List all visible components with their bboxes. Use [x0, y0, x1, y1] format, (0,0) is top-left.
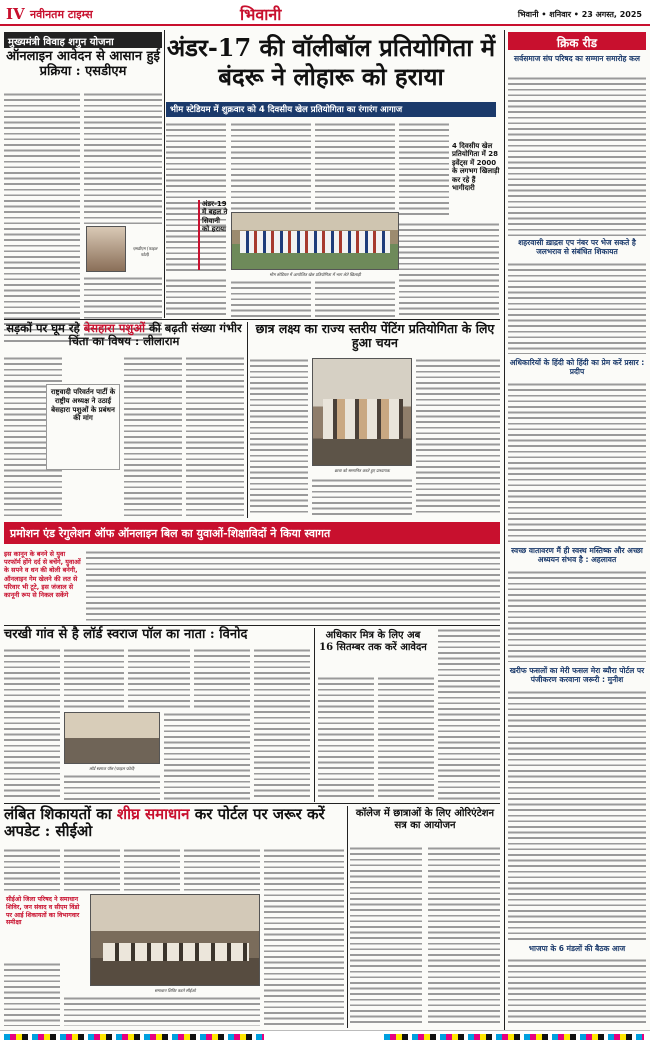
online-bill-body: [86, 550, 500, 622]
sidebar-headline-1: सर्वसमाज संघ परिषद का सम्मान समारोह कल: [514, 54, 640, 63]
adhikar-body-2: [378, 676, 434, 800]
painting-body-2: [312, 478, 412, 516]
volleyball-photo: [231, 212, 399, 270]
sidebar-body-2: [508, 262, 646, 354]
orientation-body-1: [350, 846, 422, 1026]
issue-date: भिवानी • शनिवार • 23 अगस्त, 2025: [517, 10, 642, 19]
swraj-body-4: [164, 712, 250, 800]
story1-body: [4, 92, 80, 342]
column-rule: [247, 322, 248, 518]
volleyball-strap: भीम स्टेडियम में शुक्रवार को 4 दिवसीय खेल प्रतियोगिता का रंगारंग आगाज: [166, 102, 496, 117]
ceo-headline: [4, 806, 344, 841]
column-rule: [504, 30, 505, 1030]
sidebar-body-3: [508, 382, 646, 542]
ceo-red-box: [4, 894, 86, 960]
volleyball-headline: अंडर-17 की वॉलीबॉल प्रतियोगिता में बंदरू ने लोहारू को हराया: [166, 33, 496, 91]
sidebar-body-4: [508, 570, 646, 662]
ceo-meeting-photo: [90, 894, 260, 986]
story1-body-col2: [84, 92, 162, 224]
painting-photo: [312, 358, 412, 466]
page-number: IV: [6, 5, 25, 23]
section-rule: [4, 319, 500, 320]
stray-headline-part2: की बढ़ती संख्या गंभीर चिंता का विषय : लीलाराम: [68, 321, 242, 349]
swraj-body-1: [4, 648, 60, 800]
painting-headline: छात्र लक्ष्य का राज्य स्तरीय पेंटिंग प्रतियोगिता के लिए हुआ चयन: [255, 321, 495, 351]
ceo-body-3: [64, 848, 120, 892]
volleyball-body-4: [399, 122, 449, 217]
online-bill-bullets-text: इस कानून के बनने से युवा परफॉर्म होंगे दर्द से बचेंगे, युवाओं के सपने व धन की बोली बनेगी, ऑनलाइन गेम खेलने की लत से परिवार भी टूटे, इस जंजाल से कानूनी रूप से निकल सकेंगे: [4, 550, 81, 599]
events-box-text: 4 दिवसीय खेल प्रतियोगिता में 28 इवेंट्स में 2000 के लगभग खिलाड़ी कर रहे हैं भागीदारी: [452, 142, 500, 192]
swraj-body-7: [64, 774, 160, 800]
stray-body-3: [186, 356, 244, 516]
swraj-paul-photo: [64, 712, 160, 764]
adhikar-body-1: [318, 676, 374, 800]
masthead: [0, 0, 650, 26]
swraj-body-6: [254, 648, 310, 800]
sdm-photo-caption: एसडीएम (फाइल फोटो): [132, 246, 158, 257]
sidebar-headline-6: भाजपा के 6 मंडलों की बैठक आज: [528, 944, 626, 953]
column-rule: [164, 30, 165, 318]
events-box: [452, 142, 500, 222]
stray-headline-red: बेसहारा पशुओं: [83, 321, 145, 335]
print-registration-strip: [0, 1030, 650, 1043]
volleyball-body-7: [315, 280, 395, 318]
ceo-headline-part1: लंबित शिकायतों का: [4, 805, 117, 823]
sidebar-body-1: [508, 76, 646, 236]
swraj-body-2: [64, 648, 124, 710]
sdm-photo: [86, 226, 126, 272]
swraj-body-5: [194, 648, 250, 710]
stray-pull-quote-text: राष्ट्रवादी परिवर्तन पार्टी के राष्ट्रीय अध्यक्ष ने उठाई बेसहारा पशुओं के प्रबंधन की मांग: [50, 388, 116, 423]
orientation-body-2: [428, 846, 500, 1026]
ceo-body-5: [64, 996, 260, 1026]
stray-pull-quote: [46, 384, 120, 470]
stray-body-2: [124, 356, 182, 516]
online-bill-bullets: [4, 550, 82, 622]
volleyball-photo-caption: भीम स्टेडियम में आयोजित खेल प्रतियोगिता में भाग लेते खिलाड़ी: [269, 272, 361, 277]
column-rule: [314, 628, 315, 802]
sidebar-headline-3: अधिकारियों के हिंदी को हिंदी का प्रेम करें प्रसार : प्रदीप: [509, 358, 645, 376]
quick-read-label: क्रिक रीड: [508, 32, 646, 50]
adhikar-body-3: [438, 628, 500, 800]
ceo-body-1: [4, 848, 60, 892]
volleyball-body-6: [231, 280, 311, 318]
paper-name: नवीनतम टाइम्स: [30, 8, 93, 21]
ceo-headline-part2: कर पोर्टल पर जरूर करें अपडेट : सीईओ: [4, 805, 325, 841]
ceo-headline-red: शीघ्र समाधान: [116, 805, 190, 823]
ceo-body-4: [124, 848, 180, 892]
sidebar-body-6: [508, 958, 646, 1026]
swraj-paul-headline: चरखी गांव से है लॉर्ड स्वराज पॉल का नाता : विनोद: [4, 627, 248, 642]
section-rule: [4, 625, 500, 626]
painting-body-1: [250, 358, 308, 516]
u19-side-box: [198, 200, 228, 270]
painting-photo-caption: छात्रा को सम्मानित करते हुए प्राध्यापक: [334, 468, 390, 473]
story1-headline: ऑनलाइन आवेदन से आसान हुई प्रक्रिया : एसडीएम: [6, 49, 160, 79]
u19-side-box-text: अंडर-19 में बहल ने सिवानी को हराया: [202, 200, 228, 234]
ceo-red-box-text: सीईओ जिला परिषद ने समाधान शिविर, जन संवाद व सीएम विंडो पर आई शिकायतों का विभागवार समीक्षा: [6, 896, 80, 927]
section-rule: [4, 803, 500, 804]
adhikar-mitra-headline: अधिकार मित्र के लिए अब 16 सितम्बर तक करें आवेदन: [319, 630, 427, 653]
swraj-body-3: [128, 648, 190, 710]
volleyball-body-8: [399, 222, 499, 318]
stray-animals-headline: [4, 322, 244, 348]
sidebar-body-5: [508, 690, 646, 940]
column-rule: [347, 806, 348, 1028]
ceo-photo-caption: समाधान शिविर करते सीईओ: [154, 988, 196, 993]
scheme-kicker: मुख्यमंत्री विवाह शगुन योजना: [4, 32, 162, 48]
ceo-body-7: [264, 848, 344, 1026]
sidebar-headline-2: शहरवासी ख़ाद्रस एप नंबर पर भेज सकते है जलभराव से संबंधित शिकायत: [518, 238, 636, 256]
painting-body-3: [416, 358, 500, 516]
swraj-paul-caption: लॉर्ड स्वराज पॉल (फाइल फोटो): [89, 766, 135, 771]
ceo-body-2: [4, 962, 60, 1026]
ceo-body-6: [184, 848, 260, 892]
sidebar-headline-5: खरीफ फसलों का मेरी फसल मेरा ब्यौरा पोर्टल पर पंजीकरण करवाना जरूरी : मुनीश: [509, 666, 645, 684]
stray-headline-part1: सड़कों पर घूम रहे: [6, 321, 84, 335]
orientation-headline: कॉलेज में छात्राओं के लिए ओरिएंटेशन सत्र का आयोजन: [355, 808, 495, 831]
volleyball-body-5: [166, 278, 226, 318]
sidebar-headline-4: स्वच्छ वातावरण मैं ही स्वस्थ मस्तिष्क और अच्छा अध्ययन संभव है : अहलावत: [511, 546, 643, 564]
section-title: भिवानी: [240, 5, 282, 24]
online-bill-banner: प्रमोशन एंड रेगुलेशन ऑफ ऑनलाइन बिल का युवाओं-शिक्षाविदों ने किया स्वागत: [4, 522, 500, 544]
